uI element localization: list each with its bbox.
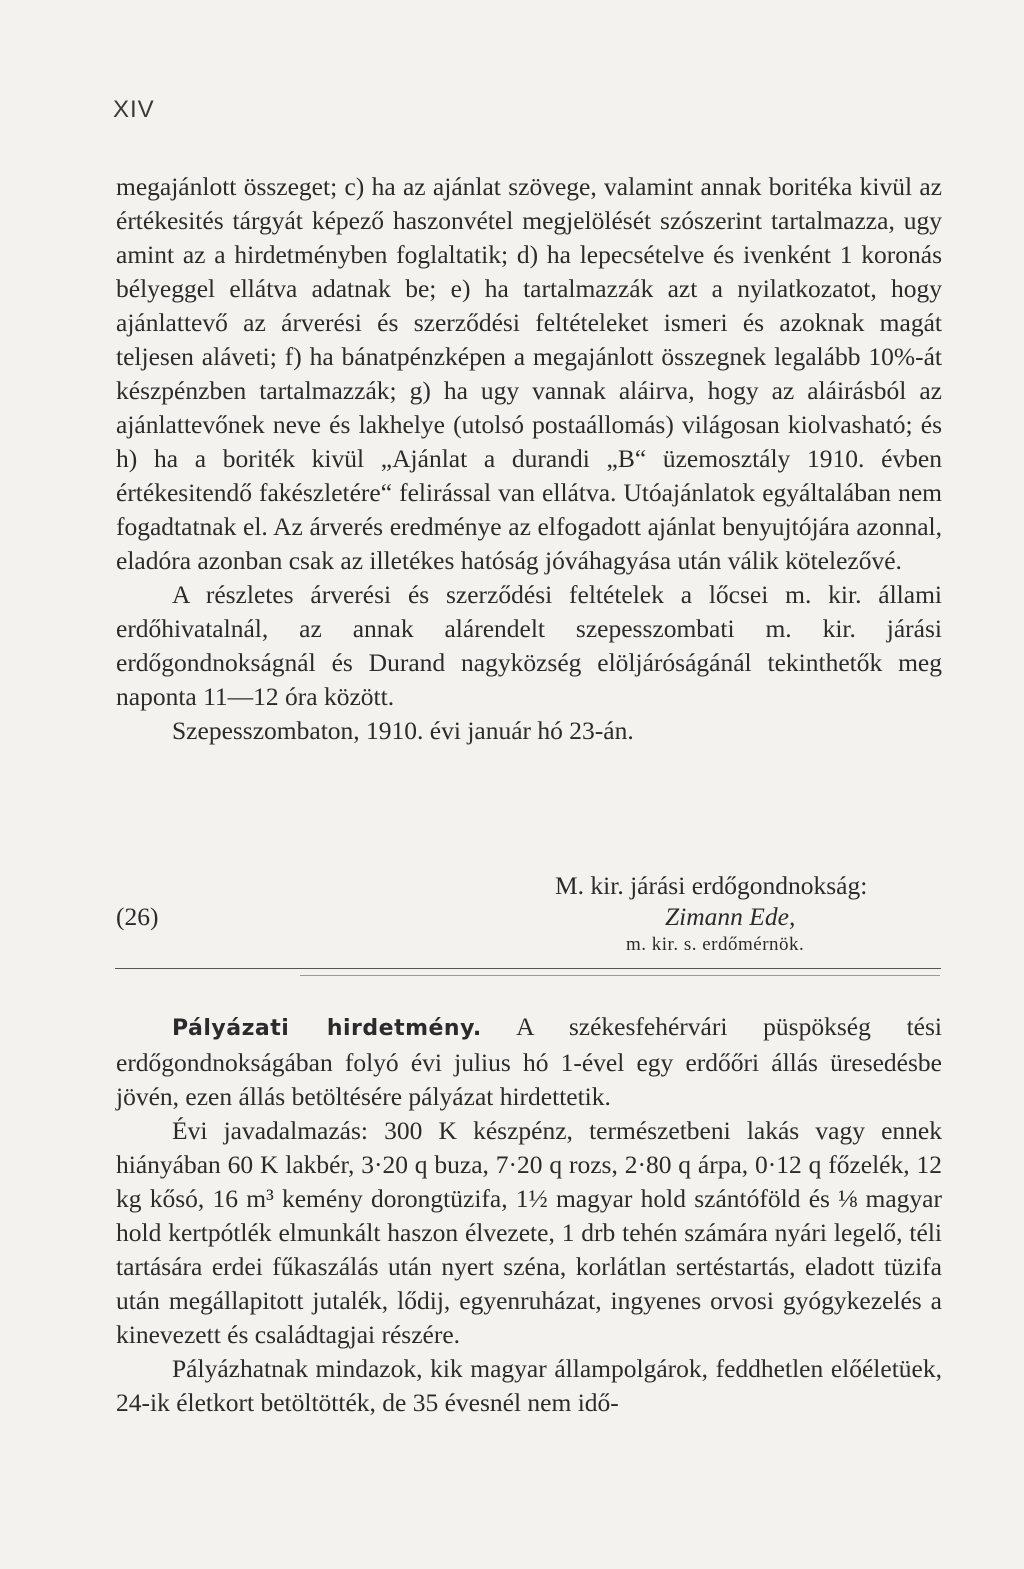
eligibility-paragraph: Pályázhatnak mindazok, kik magyar állampolgárok, feddhetlen előéletüek, 24-ik életkort betöltötték, de 35 évesnél nem idő- <box>116 1354 942 1417</box>
date-line: Szepesszombaton, 1910. évi január hó 23-án. <box>172 716 634 745</box>
vacancy-intro-text: A székesfehérvári püspökség tési erdőgondnokságában folyó évi julius hó 1-ével egy erdőőri állás üresedésbe jövén, ezen állás betöltésére pályázat hirdettetik. <box>116 1012 943 1111</box>
page-number: XIV <box>113 96 155 123</box>
section-divider <box>115 968 941 969</box>
details-paragraph: A részletes árverési és szerződési feltételek a lőcsei m. kir. állami erdőhivatalnál, az annak alárendelt szepesszombati m. kir. járási erdőgondnokságnál és Durand nagyközség elöljáróságánál tekinthetők meg naponta 11—12 óra között. <box>116 580 942 711</box>
vacancy-notice-text <box>116 1010 942 1420</box>
notice-number: (26) <box>116 902 159 931</box>
conditions-paragraph: megajánlott összeget; c) ha az ajánlat szövege, valamint annak boritéka kivül az értékesités tárgyát képező haszonvétel megjelölését szószerint tartalmazza, ugy amint az a hirdetményben foglaltatik; d) ha lepecsételve és ivenként 1 koronás bélyeggel ellátva adatnak be; e) ha tartalmazzák azt a nyilatkozatot, hogy ajánlattevő az árverési és szerződési feltételeket ismeri és azoknak magát teljesen aláveti; f) ha bánatpénzképen a megajánlott összegnek legalább 10%-át készpénzben tartalmazzák; g) ha ugy vannak aláirva, hogy az aláirásból az ajánlattevőnek neve és lakhelye (utolsó postaállomás) világosan kiolvasható; és h) ha a boriték kivül „Ajánlat a durandi „B“ üzemosztály 1910. évben értékesitendő fakészletére“ felirással van ellátva. Utóajánlatok egyáltalában nem fogadtatnak el. Az árverés eredménye az elfogadott ajánlat benyujtójára azonnal, eladóra azonban csak az illetékes hatóság jóváhagyása után válik kötelezővé. <box>116 172 942 575</box>
signature-office: M. kir. járási erdőgondnokság: <box>555 871 868 900</box>
signature-name: Zimann Ede, <box>665 902 796 931</box>
section-divider-shadow <box>300 975 940 976</box>
auction-notice-text <box>116 170 942 748</box>
vacancy-intro-paragraph <box>116 1010 942 1114</box>
vacancy-heading: Pályázati hirdetmény. <box>172 1016 482 1041</box>
signature-title: m. kir. s. erdőmérnök. <box>626 934 805 955</box>
salary-paragraph: Évi javadalmazás: 300 K készpénz, természetbeni lakás vagy ennek hiányában 60 K lakbér, 3·20 q buza, 7·20 q rozs, 2·80 q árpa, 0·12 q főzelék, 12 kg kősó, 16 m³ kemény dorongtüzifa, 1½ magyar hold szántóföld és ⅛ magyar hold kertpótlék elmunkált haszon élvezete, 1 drb tehén számára nyári legelő, téli tartására erdei fűkaszálás után nyert széna, korlátlan sertéstartás, eladott tüzifa után megállapitott jutalék, lődij, egyenruházat, ingyenes orvosi gyógykezelés a kinevezett és családtagjai részére. <box>116 1116 942 1349</box>
